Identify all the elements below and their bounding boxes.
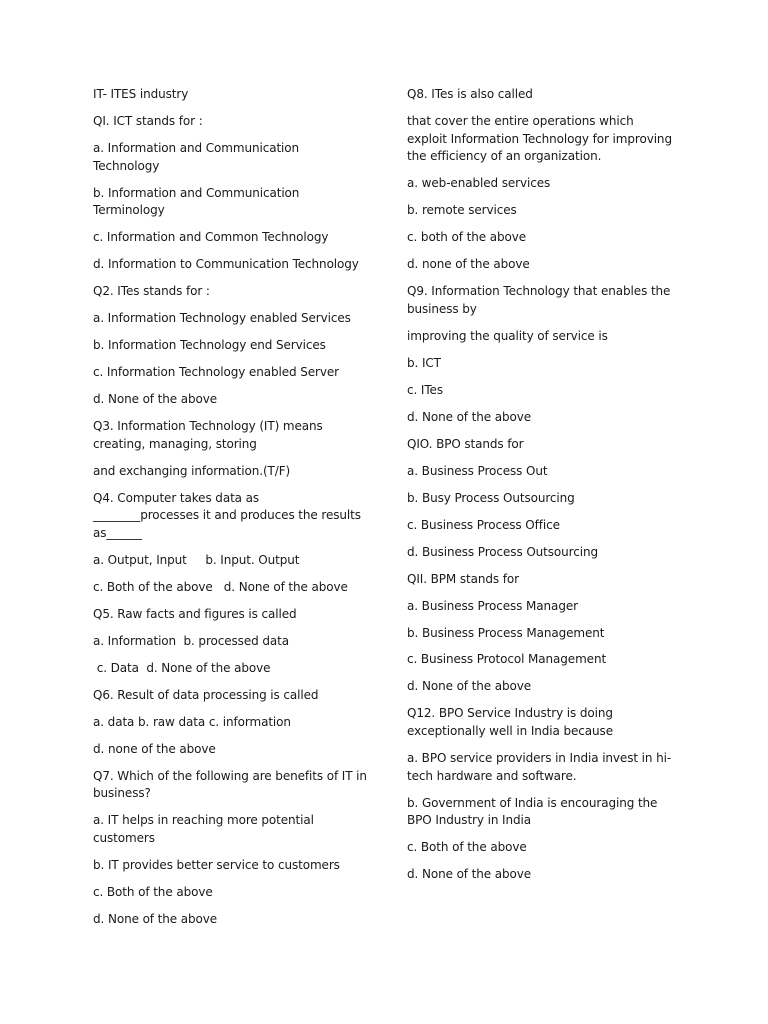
- q7-option-a: a. IT helps in reaching more potential customers: [93, 813, 314, 845]
- question-12: Q12. BPO Service Industry is doing exceptionally well in India because: [407, 706, 613, 739]
- q8-option-a: a. web-enabled services: [407, 176, 551, 191]
- left-column: [93, 86, 368, 938]
- q1-option-d: d. Information to Communication Technology: [93, 257, 359, 272]
- q1-option-b: b. Information and Communication Terminology: [93, 185, 300, 218]
- q5-options-cd: c. Data d. None of the above: [93, 660, 271, 675]
- q12-option-d: d. None of the above: [407, 867, 532, 882]
- q9-option-d: d. None of the above: [407, 409, 532, 424]
- right-column: [407, 86, 675, 893]
- q12-option-b: b. Government of India is encouraging the BPO Industry in India: [407, 795, 658, 828]
- question-4: Q4. Computer takes data as ________processes it and produces the results as______: [93, 490, 361, 540]
- q10-option-c: c. Business Process Office: [407, 517, 560, 532]
- q2-option-c: c. Information Technology enabled Server: [93, 365, 339, 380]
- q10-option-d: d. Business Process Outsourcing: [407, 544, 598, 559]
- q11-option-b: b. Business Process Management: [407, 625, 605, 640]
- q1-option-a: a. Information and Communication Technology: [93, 140, 300, 173]
- q6-options-abc: a. data b. raw data c. information: [93, 714, 291, 729]
- question-9-cont: improving the quality of service is: [407, 328, 608, 343]
- question-2: Q2. ITes stands for :: [93, 284, 210, 299]
- question-8: Q8. ITes is also called: [407, 87, 533, 101]
- q8-option-c: c. both of the above: [407, 230, 526, 245]
- q8-option-d: d. none of the above: [407, 257, 530, 272]
- q8-option-b: b. remote services: [407, 203, 517, 218]
- question-8-cont: that cover the entire operations which exploit Information Technology for improving the efficiency of an organization.: [407, 113, 672, 164]
- question-3: Q3. Information Technology (IT) means creating, managing, storing: [93, 419, 323, 451]
- q11-option-a: a. Business Process Manager: [407, 598, 578, 613]
- question-7: Q7. Which of the following are benefits of IT in business?: [93, 768, 367, 801]
- doc-title: IT- ITES industry: [93, 87, 189, 101]
- q4-options-ab: a. Output, Input b. Input. Output: [93, 552, 300, 567]
- question-5: Q5. Raw facts and figures is called: [93, 606, 297, 621]
- q9-option-c: c. ITes: [407, 382, 443, 397]
- q9-option-b: b. ICT: [407, 355, 441, 370]
- q7-option-d: d. None of the above: [93, 911, 218, 926]
- question-6: Q6. Result of data processing is called: [93, 687, 319, 702]
- q11-option-d: d. None of the above: [407, 679, 532, 694]
- q2-option-a: a. Information Technology enabled Services: [93, 311, 351, 326]
- q6-option-d: d. none of the above: [93, 741, 216, 756]
- q7-option-b: b. IT provides better service to customers: [93, 857, 340, 872]
- question-9: Q9. Information Technology that enables the business by: [407, 284, 671, 316]
- q10-option-b: b. Busy Process Outsourcing: [407, 490, 575, 505]
- q11-option-c: c. Business Protocol Management: [407, 652, 607, 667]
- q1-option-c: c. Information and Common Technology: [93, 230, 329, 245]
- question-10: QIO. BPO stands for: [407, 436, 524, 451]
- q12-option-c: c. Both of the above: [407, 840, 527, 855]
- q4-options-cd: c. Both of the above d. None of the above: [93, 579, 348, 594]
- q7-option-c: c. Both of the above: [93, 884, 213, 899]
- question-1: QI. ICT stands for :: [93, 113, 203, 128]
- question-3-cont: and exchanging information.(T/F): [93, 463, 291, 478]
- q10-option-a: a. Business Process Out: [407, 463, 548, 478]
- q2-option-d: d. None of the above: [93, 392, 218, 407]
- q5-options-ab: a. Information b. processed data: [93, 633, 289, 648]
- q2-option-b: b. Information Technology end Services: [93, 338, 326, 353]
- q12-option-a: a. BPO service providers in India invest in hi-tech hardware and software.: [407, 751, 672, 783]
- question-11: QII. BPM stands for: [407, 571, 519, 586]
